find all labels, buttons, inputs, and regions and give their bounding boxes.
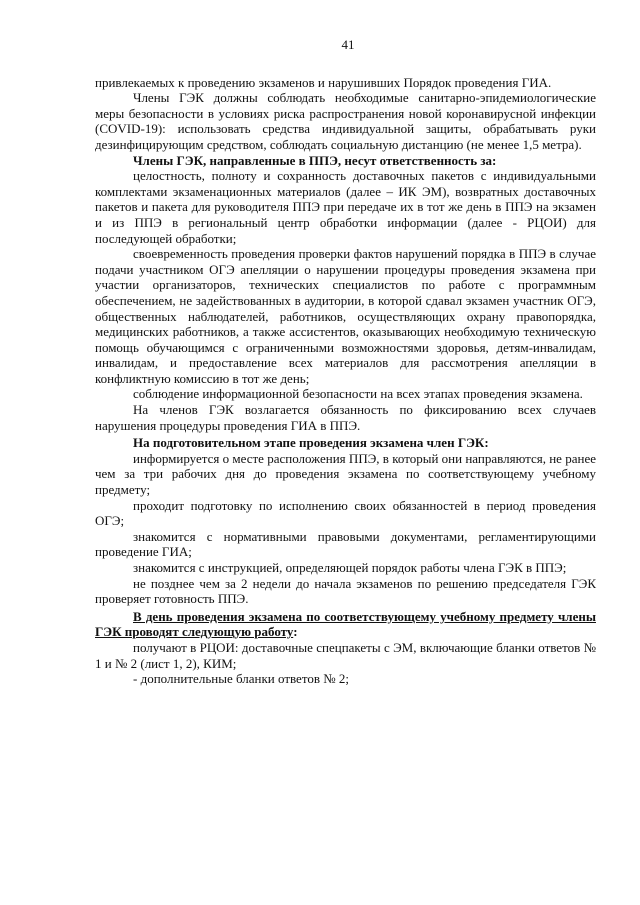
heading-preparatory-stage: На подготовительном этапе проведения экзамена член ГЭК: [133, 435, 489, 451]
paragraph-informed: информируется о месте расположения ППЭ, в который они направляются, не ранее чем за три рабочих дня до проведения экзамена по соответствующему учебному предмету; [95, 450, 596, 498]
paragraph-covid-measures: Члены ГЭК должны соблюдать необходимые санитарно-эпидемиологические меры безопасности в условиях риска распространения новой коронавирусной инфекции (COVID-19): использовать средства индивидуальной защиты, обрабатывать руки дезинфицирующим средством, соблюдать социальную дистанцию (не менее 1,5 метра). [95, 90, 596, 152]
paragraph-additional-forms: - дополнительные бланки ответов № 2; [133, 671, 349, 687]
paragraph-regulations: знакомится с нормативными правовыми документами, регламентирующими проведение ГИА; [95, 528, 596, 560]
paragraph-training: проходит подготовку по исполнению своих обязанностей в период проведения ОГЭ; [95, 497, 596, 529]
paragraph-timeliness: своевременность проведения проверки фактов нарушений порядка в ППЭ в случае подачи участником ОГЭ апелляции о нарушении процедуры проведения экзамена при участии организаторов, технических специалистов по работе с программным обеспечением, не задействованных в аудитории, в которой сдавал экзамен участник ОГЭ, общественных наблюдателей, работников, осуществляющих охрану правопорядка, медицинских работников, а также ассистентов, оказывающих необходимую техническую помощь обучающимся с ограниченными возможностями здоровья, детям-инвалидам, инвалидам, и предоставление всех материалов для рассмотрения апелляции в конфликтную комиссию в тот же день; [95, 246, 596, 386]
paragraph-obligation: На членов ГЭК возлагается обязанность по фиксированию всех случаев нарушения процедуры проведения ГИА в ППЭ. [95, 402, 596, 433]
paragraph-integrity: целостность, полноту и сохранность доставочных пакетов с индивидуальными комплектами экзаменационных материалов (далее – ИК ЭМ), возвратных доставочных пакетов и пакета для руководителя ППЭ при передаче их в тот же день в ППЭ на экзамен и из ППЭ в региональный центр обработки информации (далее - РЦОИ) для последующей обработки; [95, 168, 596, 246]
paragraph-instruction: знакомится с инструкцией, определяющей порядок работы члена ГЭК в ППЭ; [133, 560, 567, 575]
heading-exam-day [95, 609, 596, 640]
heading-exam-day-text: В день проведения экзамена по соответствующему учебному предмету члены ГЭК проводят следующую работу [95, 608, 596, 640]
heading-responsibility: Члены ГЭК, направленные в ППЭ, несут ответственность за: [133, 152, 497, 168]
paragraph-readiness-check: не позднее чем за 2 недели до начала экзаменов по решению председателя ГЭК проверяет готовность ППЭ. [95, 575, 596, 607]
paragraph-continuation: привлекаемых к проведению экзаменов и нарушивших Порядок проведения ГИА. [95, 74, 552, 90]
heading-exam-day-colon: : [293, 624, 298, 640]
page-number: 41 [341, 37, 355, 52]
paragraph-receive-materials: получают в РЦОИ: доставочные спецпакеты с ЭМ, включающие бланки ответов № 1 и № 2 (лист 1, 2), КИМ; [95, 639, 596, 671]
paragraph-info-security: соблюдение информационной безопасности на всех этапах проведения экзамена. [133, 386, 583, 402]
